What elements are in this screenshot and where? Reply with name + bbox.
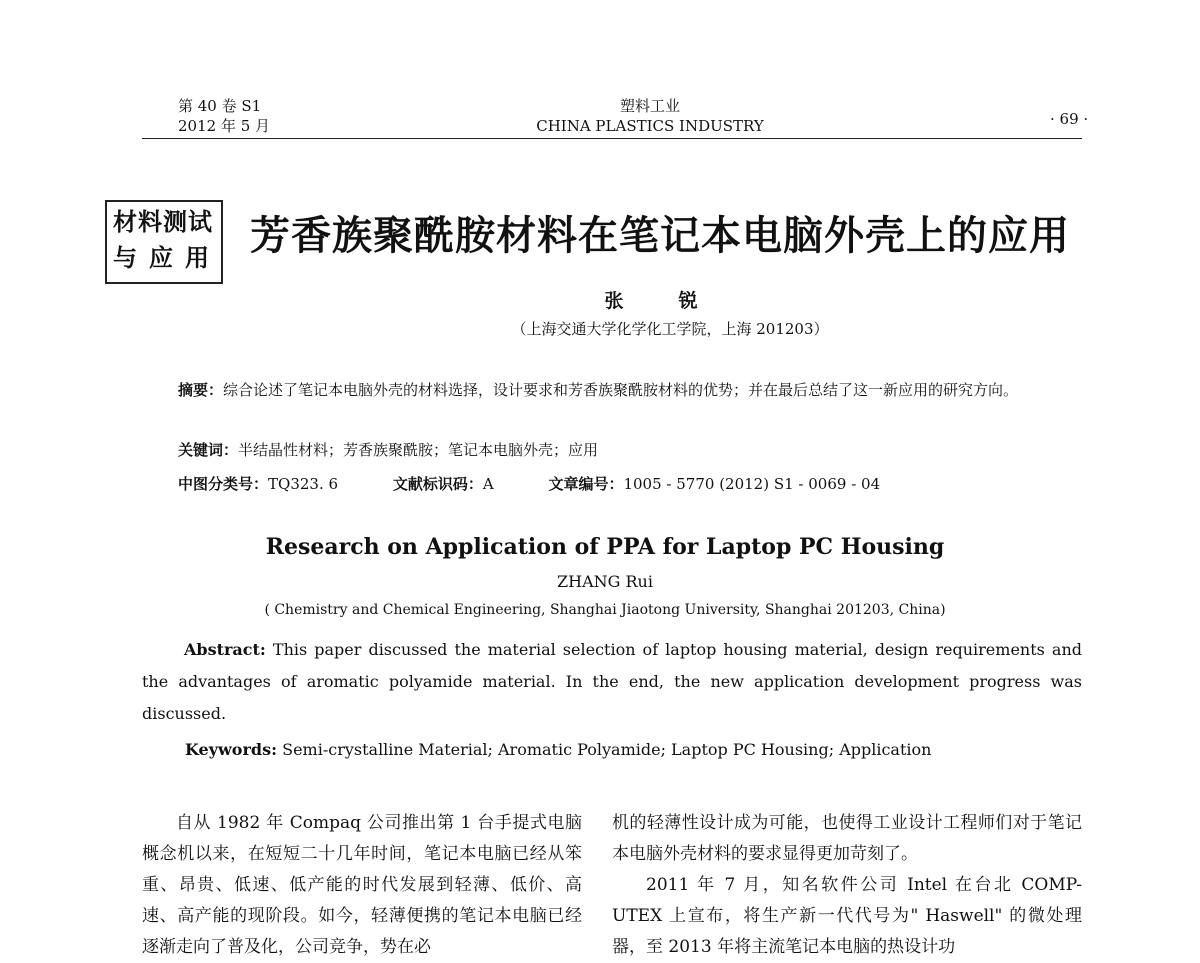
author-cn: 张 锐 [604,290,716,312]
body-column-right [612,808,1082,963]
column-tag [105,200,223,284]
body-paragraph-continued: 机的轻薄性设计成为可能，也使得工业设计工程师们对于笔记本电脑外壳材料的要求显得更加苛刻了。 [612,813,1082,864]
keywords-en [185,738,931,762]
abstract-text-cn: 综合论述了笔记本电脑外壳的材料选择，设计要求和芳香族聚酰胺材料的优势；并在最后总结了这一新应用的研究方向。 [223,381,1019,399]
column-tag-line1: 材料测试 [113,208,213,236]
author-en: ZHANG Rui [557,572,653,591]
volume-info: 第 40 卷 S1 [178,97,262,115]
running-header-left [178,96,270,136]
abstract-cn [142,376,1082,404]
keywords-label-cn: 关键词： [178,441,239,459]
keywords-label-en: Keywords: [185,740,278,759]
article-no-item [548,475,880,493]
column-tag-line2: 与应用 [113,244,221,272]
clc-item [178,475,338,493]
doc-code-item [393,475,494,493]
doc-code-value: A [482,475,494,493]
affiliation-en: ( Chemistry and Chemical Engineering, Shanghai Jiaotong University, Shanghai 201203, China) [264,602,946,618]
abstract-label-cn: 摘要： [178,381,224,399]
classification-meta [178,472,930,496]
body-paragraph: 自从 1982 年 Compaq 公司推出第 1 台手提式电脑概念机以来，在短短二十几年时间，笔记本电脑已经从笨重、昂贵、低速、低产能的时代发展到轻薄、低价、高速、高产能的现阶段。如今，轻薄便携的笔记本电脑已经逐渐走向了普及化，公司竞争，势在必 [142,813,582,957]
issue-date: 2012 年 5 月 [178,117,271,135]
abstract-text-en: This paper discussed the material selection of laptop housing material, design requirements and the advantages of aromatic polyamide material. In the end, the new application development progress was discussed. [142,640,1082,723]
keywords-cn [178,438,598,462]
running-header-center [480,96,820,136]
affiliation-cn: （上海交通大学化学化工学院，上海 201203） [511,320,829,338]
doc-code-label: 文献标识码： [392,475,483,493]
abstract-label-en: Abstract: [184,640,266,659]
article-no-label: 文章编号： [548,475,624,493]
header-rule [142,138,1082,139]
article-title-en: Research on Application of PPA for Laptop PC Housing [265,534,945,560]
abstract-en [142,634,1082,730]
page-number: · 69 · [1050,110,1089,128]
keywords-text-cn: 半结晶性材料；芳香族聚酰胺；笔记本电脑外壳；应用 [238,441,599,459]
article-title-cn: 芳香族聚酰胺材料在笔记本电脑外壳上的应用 [250,212,1070,259]
clc-value: TQ323. 6 [268,475,339,493]
clc-label: 中图分类号： [178,475,269,493]
journal-name-en: CHINA PLASTICS INDUSTRY [536,117,764,135]
keywords-text-en: Semi-crystalline Material; Aromatic Polyamide; Laptop PC Housing; Application [282,740,932,759]
body-paragraph: 2011 年 7 月，知名软件公司 Intel 在台北 COMP-UTEX 上宣布，将生产新一代代号为" Haswell" 的微处理器，至 2013 年将主流笔记本电脑的热设计功 [612,875,1082,957]
article-no-value: 1005 - 5770 (2012) S1 - 0069 - 04 [623,475,881,493]
journal-name-cn: 塑料工业 [619,97,680,115]
body-column-left [142,808,582,963]
